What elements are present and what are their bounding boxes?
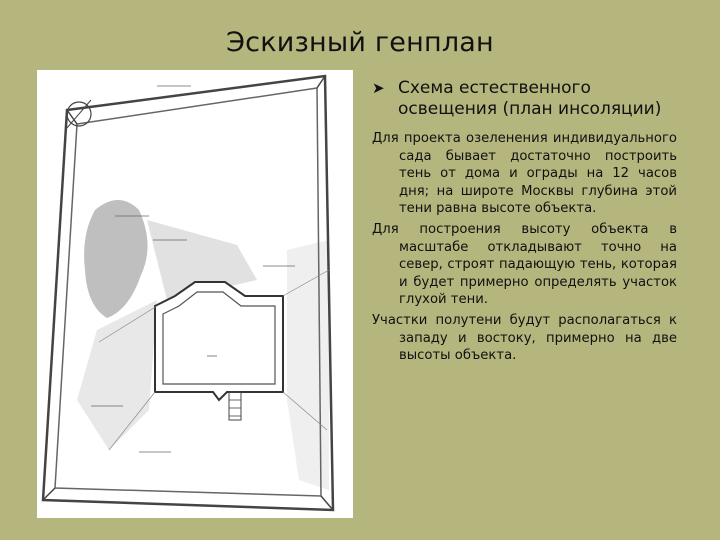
paragraph-3: Участки полутени будут располагаться к западу и востоку, примерно на две высоты объекта.	[372, 312, 677, 364]
arrow-bullet-icon: ➤	[372, 79, 385, 97]
site-plan-drawing-icon	[37, 70, 353, 518]
paragraph-2: Для построения высоту объекта в масштабе откладывают точно на север, строят падающую тень, которая и будет примерно определять участок глухой тени.	[372, 221, 677, 308]
text-column	[372, 78, 677, 368]
site-plan-drawing	[37, 70, 353, 518]
slide-title: Эскизный генплан	[226, 27, 494, 58]
bullet-item	[372, 78, 677, 120]
paragraph-1: Для проекта озеленения индивидуального сада бывает достаточно построить тень от дома и ограды на 12 часов дня; на широте Москвы глубина этой тени равна высоте объекта.	[372, 131, 677, 217]
bullet-text: Схема естественного освещения (план инсоляции)	[398, 78, 662, 119]
